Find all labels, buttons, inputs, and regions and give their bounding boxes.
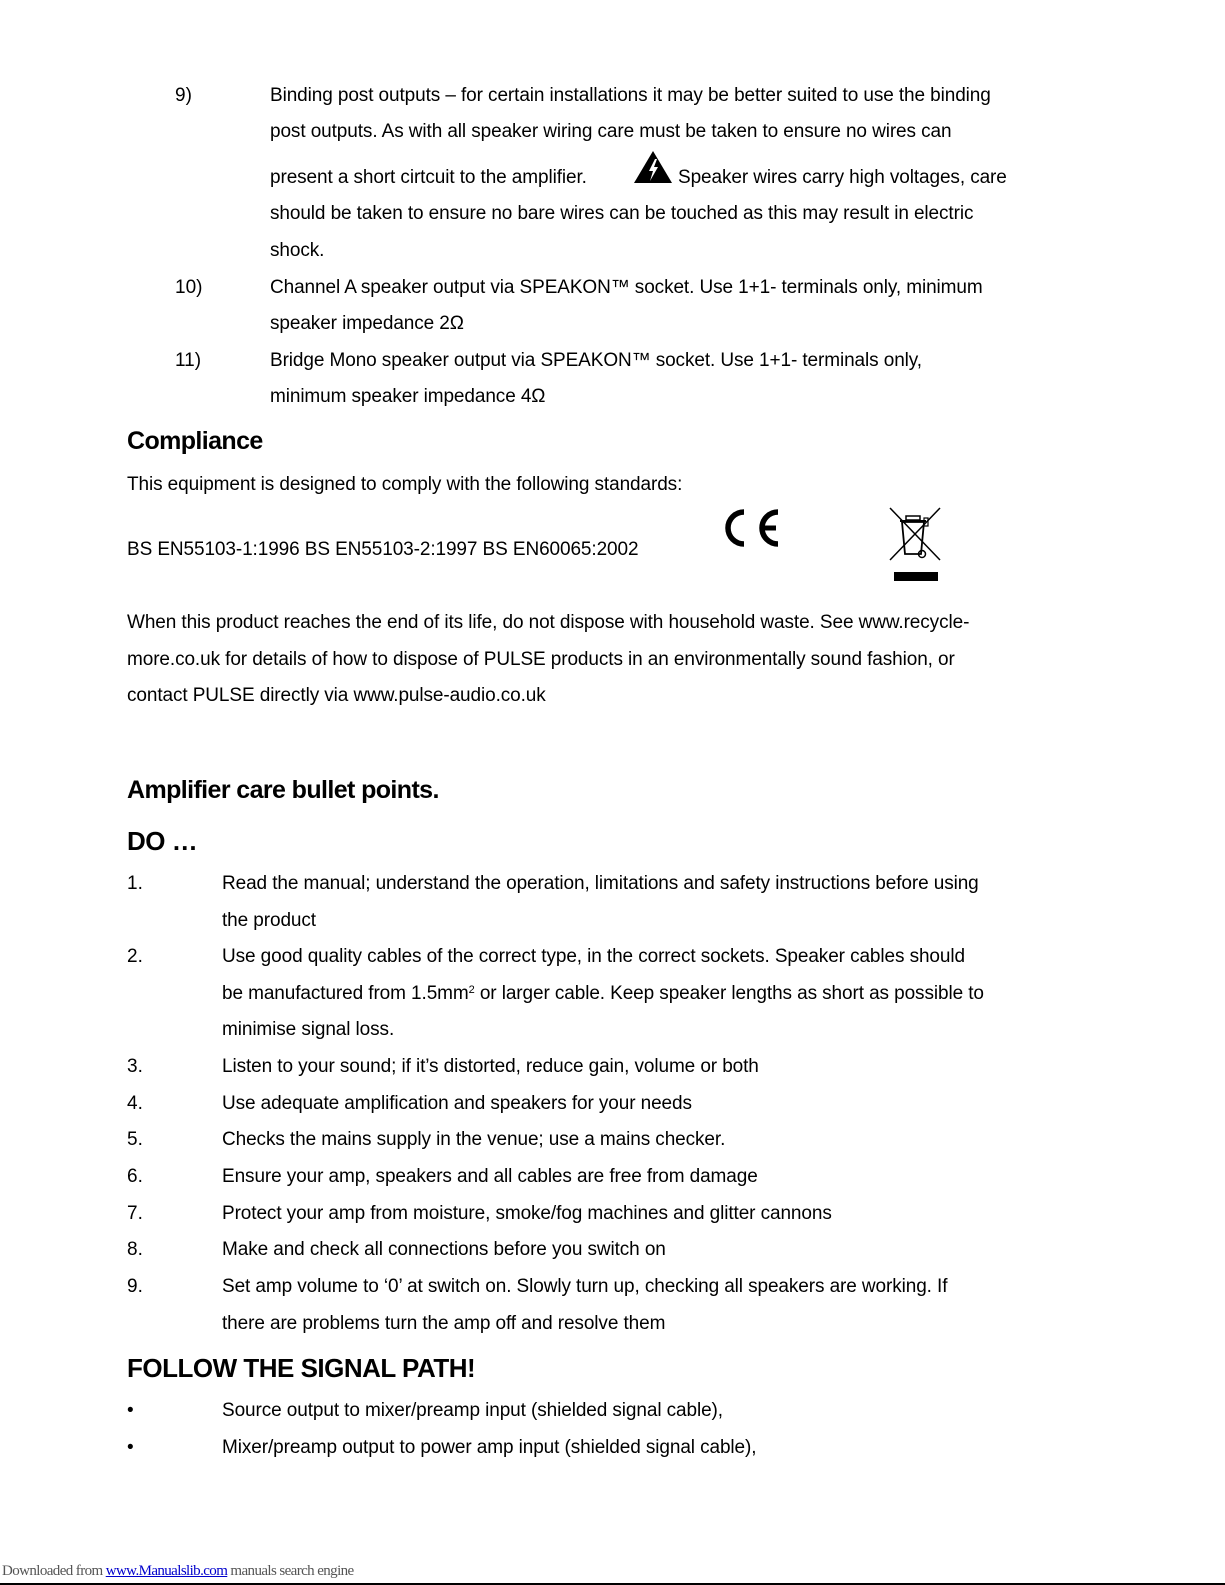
list-number: 9. bbox=[127, 1276, 143, 1297]
text-span: be manufactured from 1.5mm bbox=[222, 983, 469, 1004]
list-item-text: Use adequate amplification and speakers for your needs bbox=[222, 1093, 692, 1114]
list-item-text: Mixer/preamp output to power amp input (shielded signal cable), bbox=[222, 1437, 757, 1458]
list-item-text: Channel A speaker output via SPEAKON™ socket. Use 1+1- terminals only, minimum bbox=[270, 277, 983, 298]
list-item-text: should be taken to ensure no bare wires can be touched as this may result in electric bbox=[270, 203, 974, 224]
list-number: 7. bbox=[127, 1203, 143, 1224]
care-heading: Amplifier care bullet points. bbox=[127, 776, 439, 804]
list-item-text: shock. bbox=[270, 240, 325, 261]
list-item-text: Ensure your amp, speakers and all cables are free from damage bbox=[222, 1166, 758, 1187]
text-span: or larger cable. Keep speaker lengths as short as possible to bbox=[474, 983, 984, 1004]
list-number: 4. bbox=[127, 1093, 143, 1114]
manualslib-link[interactable]: www.Manualslib.com bbox=[105, 1563, 228, 1579]
list-number: 9) bbox=[175, 85, 192, 106]
compliance-intro: This equipment is designed to comply with the following standards: bbox=[127, 474, 683, 495]
download-footer bbox=[2, 1563, 354, 1580]
list-item-text: Source output to mixer/preamp input (shielded signal cable), bbox=[222, 1400, 723, 1421]
superscript: 2 bbox=[468, 984, 475, 996]
list-item-text bbox=[222, 983, 984, 1005]
list-number: 11) bbox=[175, 350, 202, 371]
list-item-text: Protect your amp from moisture, smoke/fog machines and glitter cannons bbox=[222, 1203, 832, 1224]
list-number: 3. bbox=[127, 1056, 143, 1077]
disposal-text: contact PULSE directly via www.pulse-audio.co.uk bbox=[127, 685, 546, 706]
list-item-text: the product bbox=[222, 910, 316, 931]
list-item-text: speaker impedance 2Ω bbox=[270, 313, 464, 334]
list-item-text: Set amp volume to ‘0’ at switch on. Slowly turn up, checking all speakers are working. If bbox=[222, 1276, 948, 1297]
weee-crossed-bin-icon bbox=[886, 506, 946, 584]
list-item-text: Bridge Mono speaker output via SPEAKON™ socket. Use 1+1- terminals only, bbox=[270, 350, 922, 371]
list-item-text: Listen to your sound; if it’s distorted, reduce gain, volume or both bbox=[222, 1056, 759, 1077]
list-number: 1. bbox=[127, 873, 143, 894]
standards-list: BS EN55103-1:1996 BS EN55103-2:1997 BS EN60065:2002 bbox=[127, 539, 639, 560]
signal-path-heading: FOLLOW THE SIGNAL PATH! bbox=[127, 1353, 476, 1383]
list-item-text: there are problems turn the amp off and resolve them bbox=[222, 1313, 666, 1334]
bullet-icon: • bbox=[127, 1437, 134, 1458]
list-number: 10) bbox=[175, 277, 203, 298]
list-item-text: Read the manual; understand the operation, limitations and safety instructions before using bbox=[222, 873, 979, 894]
list-number: 2. bbox=[127, 946, 143, 967]
list-number: 5. bbox=[127, 1129, 143, 1150]
ce-mark-icon bbox=[722, 508, 782, 548]
disposal-text: more.co.uk for details of how to dispose of PULSE products in an environmentally sound fashion, or bbox=[127, 649, 955, 670]
list-number: 6. bbox=[127, 1166, 143, 1187]
list-item-text: Make and check all connections before you switch on bbox=[222, 1239, 666, 1260]
bullet-icon: • bbox=[127, 1400, 134, 1421]
do-heading: DO … bbox=[127, 826, 198, 856]
list-number: 8. bbox=[127, 1239, 143, 1260]
footer-prefix: Downloaded from bbox=[2, 1563, 106, 1579]
list-item-text: Speaker wires carry high voltages, care bbox=[678, 167, 1007, 188]
list-item-text: post outputs. As with all speaker wiring care must be taken to ensure no wires can bbox=[270, 121, 952, 142]
list-item-text: Checks the mains supply in the venue; use a mains checker. bbox=[222, 1129, 726, 1150]
compliance-heading: Compliance bbox=[127, 427, 263, 455]
footer-suffix: manuals search engine bbox=[227, 1563, 354, 1579]
list-item-text: minimum speaker impedance 4Ω bbox=[270, 386, 546, 407]
list-item-text: Use good quality cables of the correct type, in the correct sockets. Speaker cables should bbox=[222, 946, 965, 967]
list-item-text: minimise signal loss. bbox=[222, 1019, 395, 1040]
list-item-text: Binding post outputs – for certain installations it may be better suited to use the binding bbox=[270, 85, 991, 106]
electric-shock-warning-icon bbox=[633, 150, 673, 184]
disposal-text: When this product reaches the end of its life, do not dispose with household waste. See www.recycle- bbox=[127, 612, 970, 633]
list-item-text: present a short cirtcuit to the amplifier. bbox=[270, 167, 587, 188]
